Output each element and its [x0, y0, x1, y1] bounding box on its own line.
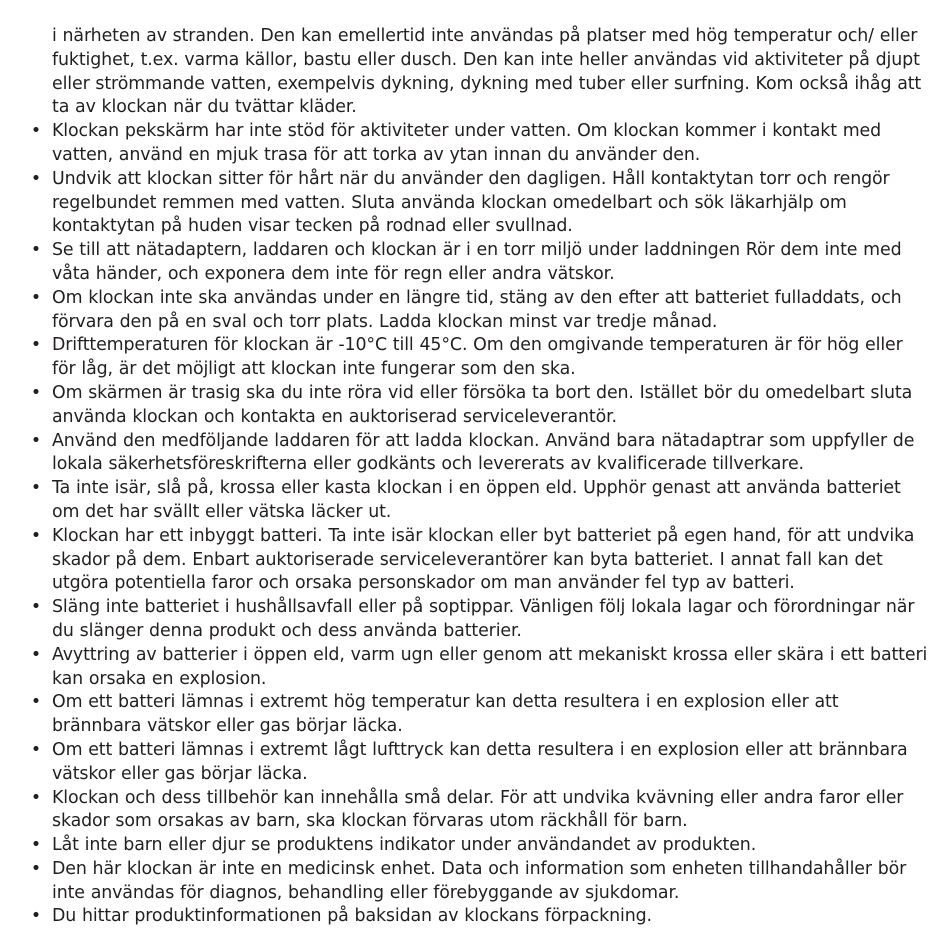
list-item: [0, 382, 950, 430]
list-item-text: Släng inte batteriet i hushållsavfall eller på soptippar. Vänligen följ lokala lagar och förordningar när du slänger denna produkt och dess använda batterier.: [52, 597, 915, 641]
list-item-text: Klockan pekskärm har inte stöd för aktiviteter under vatten. Om klockan kommer i kontakt med vatten, använd en mjuk trasa för att torka av ytan innan du använder den.: [52, 121, 882, 165]
bullet-icon: •: [30, 168, 42, 189]
list-item-text: Den här klockan är inte en medicinsk enhet. Data och information som enheten tillhandahåller bör inte användas för diagnos, behandling eller förebyggande av sjukdomar.: [52, 858, 907, 903]
list-item-text: Om ett batteri lämnas i extremt lågt lufttryck kan detta resultera i en explosion eller att brännbara vätskor eller gas börjar läcka.: [52, 739, 908, 784]
list-item: [0, 168, 950, 239]
bullet-icon: •: [30, 692, 42, 713]
bullet-icon: •: [30, 430, 42, 451]
bullet-icon: •: [30, 335, 42, 356]
list-item-text: Undvik att klockan sitter för hårt när du använder den dagligen. Håll kontaktytan torr och rengör regelbundet remmen med vatten. Sluta använda klockan omedelbart och sök läkarhjälp om kontaktytan på huden visar tecken på rodnad eller svullnad.: [52, 168, 890, 237]
list-item: [0, 525, 950, 596]
list-item-text: Om ett batteri lämnas i extremt hög temperatur kan detta resultera i en explosion eller att brännbara vätskor eller gas börjar läcka.: [52, 692, 839, 737]
list-item: [0, 334, 950, 382]
list-item-text: Du hittar produktinformationen på baksidan av klockans förpackning.: [52, 906, 652, 927]
list-item: [0, 905, 950, 929]
safety-bullet-list: [0, 120, 950, 929]
list-item: [0, 239, 950, 287]
continuation-paragraph: i närheten av stranden. Den kan emellertid inte användas på platser med hög temperatur och/ eller fuktighet, t.ex. varma källor, bastu eller dusch. Den kan inte heller användas vid aktiviteter på djupt eller strömmande vatten, exempelvis dykning, dykning med tuber eller surfning. Kom också ihåg att ta av klockan när du tvättar kläder.: [52, 26, 922, 118]
list-item: [0, 834, 950, 858]
bullet-icon: •: [30, 739, 42, 760]
list-item: [0, 287, 950, 335]
list-item-text: Använd den medföljande laddaren för att ladda klockan. Använd bara nätadaptrar som uppfyller de lokala säkerhetsföreskrifterna eller godkänts och levererats av kvalificerade tillverkare.: [52, 430, 915, 475]
list-item: [0, 787, 950, 835]
bullet-icon: •: [30, 525, 42, 546]
list-item-text: Drifttemperaturen för klockan är -10°C till 45°C. Om den omgivande temperaturen är för hög eller för låg, är det möjligt att klockan inte fungerar som den ska.: [52, 335, 903, 380]
list-item: [0, 644, 950, 692]
list-item-text: Ta inte isär, slå på, krossa eller kasta klockan i en öppen eld. Upphör genast att använda batteriet om det har svällt eller vätska läcker ut.: [52, 478, 901, 522]
list-item: [0, 430, 950, 478]
bullet-icon: •: [30, 644, 42, 665]
list-item: [0, 477, 950, 525]
list-item: [0, 858, 950, 906]
list-item-text: Klockan har ett inbyggt batteri. Ta inte isär klockan eller byt batteriet på egen hand, för att undvika skador på dem. Enbart auktoriserade serviceleverantörer kan byta batteriet. I annat fall kan det utgöra potentiella faror och orsaka personskador om man använder fel typ av batteri.: [52, 525, 915, 594]
bullet-icon: •: [30, 478, 42, 499]
list-item: [0, 120, 950, 168]
list-item-text: Se till att nätadaptern, laddaren och klockan är i en torr miljö under laddningen Rör dem inte med våta händer, och exponera dem inte för regn eller andra vätskor.: [52, 240, 902, 284]
list-item-text: Om klockan inte ska användas under en längre tid, stäng av den efter att batteriet fulladdats, och förvara den på en sval och torr plats. Ladda klockan minst var tredje månad.: [52, 287, 902, 332]
list-item-text: Klockan och dess tillbehör kan innehålla små delar. För att undvika kvävning eller andra faror eller skador som orsakas av barn, ska klockan förvaras utom räckhåll för barn.: [52, 787, 904, 832]
bullet-icon: •: [30, 121, 42, 142]
bullet-icon: •: [30, 906, 42, 927]
bullet-icon: •: [30, 382, 42, 403]
bullet-icon: •: [30, 858, 42, 879]
list-item: [0, 596, 950, 644]
list-item-text: Om skärmen är trasig ska du inte röra vid eller försöka ta bort den. Istället bör du omedelbart sluta använda klockan och kontakta en auktoriserad serviceleverantör.: [52, 382, 913, 427]
document-page: [0, 25, 950, 929]
bullet-icon: •: [30, 597, 42, 618]
bullet-icon: •: [30, 835, 42, 856]
list-item: [0, 739, 950, 787]
bullet-icon: •: [30, 240, 42, 261]
list-item-text: Avyttring av batterier i öppen eld, varm ugn eller genom att mekaniskt krossa eller skära i ett batteri kan orsaka en explosion.: [52, 644, 928, 689]
bullet-icon: •: [30, 787, 42, 808]
list-item: [0, 691, 950, 739]
list-item-text: Låt inte barn eller djur se produktens indikator under användandet av produkten.: [52, 835, 757, 856]
bullet-icon: •: [30, 287, 42, 308]
